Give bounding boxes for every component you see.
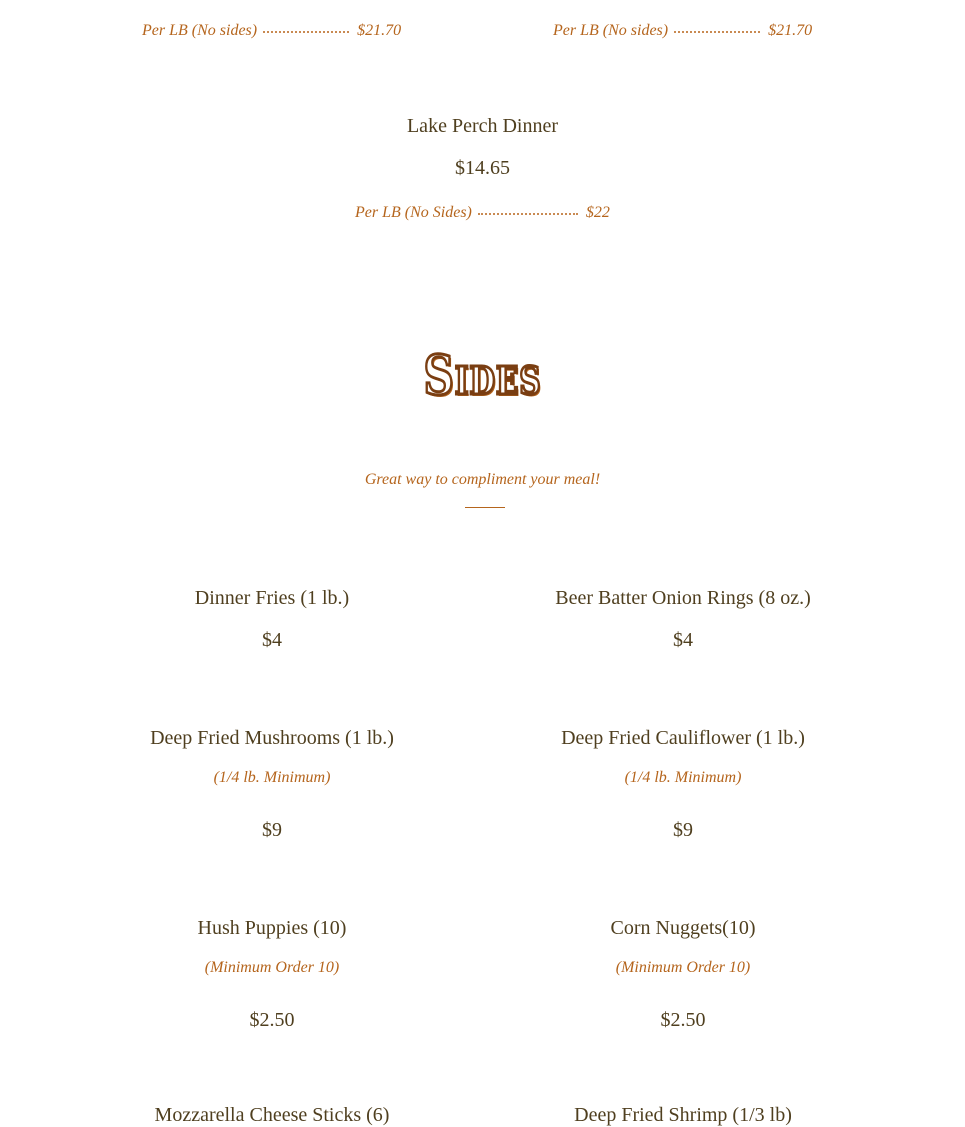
menu-item-name: Lake Perch Dinner bbox=[406, 115, 559, 137]
price-line-per-lb-left bbox=[142, 22, 401, 40]
side-item-price: $9 bbox=[673, 819, 693, 841]
side-item-name: Hush Puppies (10) bbox=[197, 917, 347, 939]
side-item-note: (Minimum Order 10) bbox=[204, 959, 340, 976]
side-item-name: Deep Fried Cauliflower (1 lb.) bbox=[561, 727, 805, 749]
side-item-price: $4 bbox=[262, 629, 282, 651]
dot-leader bbox=[478, 213, 578, 215]
side-item-price: $2.50 bbox=[249, 1009, 295, 1031]
side-item-name: Beer Batter Onion Rings (8 oz.) bbox=[555, 587, 811, 609]
side-item-name: Deep Fried Shrimp (1/3 lb) bbox=[574, 1104, 792, 1126]
side-item-name: Deep Fried Mushrooms (1 lb.) bbox=[150, 727, 394, 749]
divider bbox=[465, 507, 505, 508]
side-item-note: (Minimum Order 10) bbox=[615, 959, 751, 976]
side-item-price: $9 bbox=[262, 819, 282, 841]
side-item-note: (1/4 lb. Minimum) bbox=[624, 769, 742, 786]
price-line-per-lb-perch bbox=[355, 204, 610, 222]
price-line-label: Per LB (No Sides) bbox=[355, 204, 472, 221]
price-line-per-lb-right bbox=[553, 22, 812, 40]
side-item-name: Corn Nuggets(10) bbox=[610, 917, 756, 939]
price-line-price: $21.70 bbox=[768, 22, 813, 39]
section-title-sides: Sides bbox=[423, 343, 542, 407]
price-line-label: Per LB (No sides) bbox=[142, 22, 258, 39]
dot-leader bbox=[263, 31, 349, 33]
dot-leader bbox=[674, 31, 760, 33]
side-item-price: $4 bbox=[673, 629, 693, 651]
price-line-price: $21.70 bbox=[357, 22, 402, 39]
price-line-label: Per LB (No sides) bbox=[553, 22, 669, 39]
price-line-price: $22 bbox=[585, 204, 610, 221]
side-item-note: (1/4 lb. Minimum) bbox=[213, 769, 331, 786]
side-item-price: $2.50 bbox=[660, 1009, 706, 1031]
side-item-name: Dinner Fries (1 lb.) bbox=[194, 587, 350, 609]
menu-item-price: $14.65 bbox=[455, 157, 510, 179]
side-item-name: Mozzarella Cheese Sticks (6) bbox=[154, 1104, 390, 1126]
section-tagline: Great way to compliment your meal! bbox=[364, 471, 601, 488]
